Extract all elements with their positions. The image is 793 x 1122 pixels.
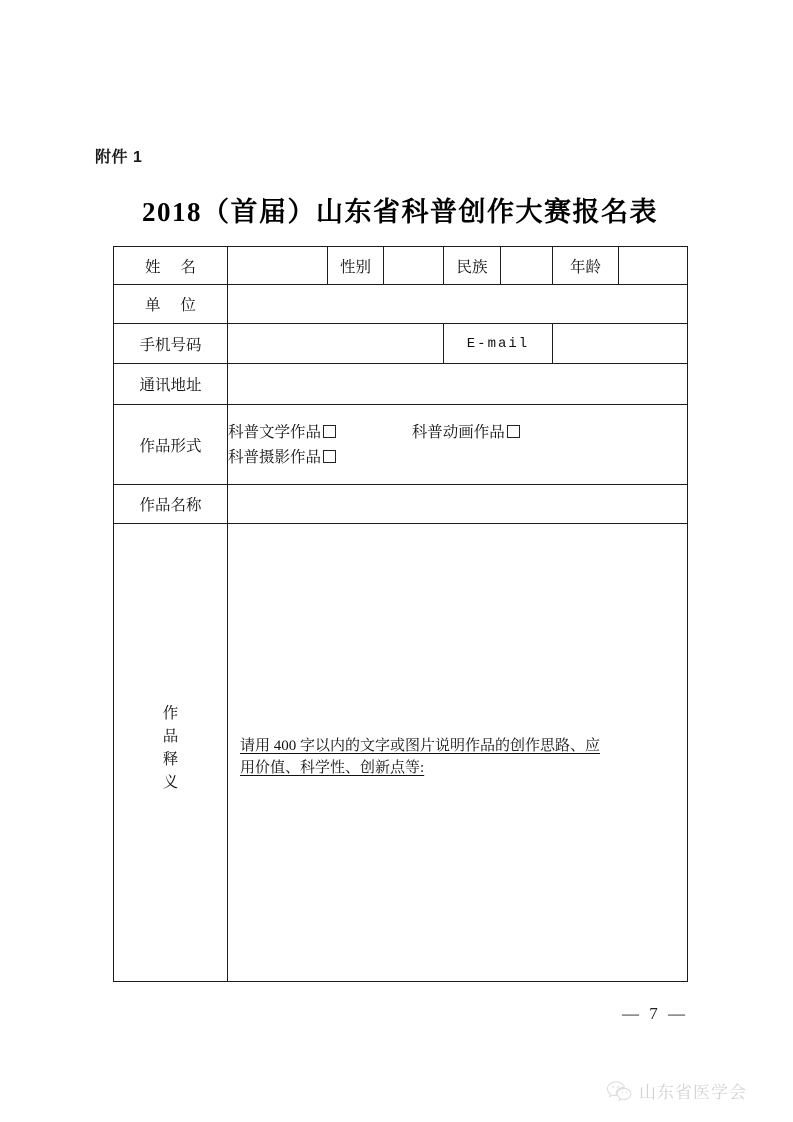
instruction-line-1: 请用 400 字以内的文字或图片说明作品的创作思路、应 xyxy=(240,738,601,754)
watermark-text: 山东省医学会 xyxy=(639,1083,747,1102)
vertical-char-1: 作 xyxy=(162,705,179,722)
label-unit: 单 位 xyxy=(114,285,228,324)
work-form-options xyxy=(228,405,688,485)
field-unit-value[interactable] xyxy=(228,285,688,324)
table-row-unit xyxy=(114,285,688,324)
checkbox-option-literature[interactable] xyxy=(228,420,336,445)
label-phone: 手机号码 xyxy=(114,324,228,364)
page-number: — 7 — xyxy=(622,1004,688,1023)
watermark xyxy=(606,1078,747,1103)
label-work-form: 作品形式 xyxy=(114,405,228,485)
checkbox-option-literature-label: 科普文学作品 xyxy=(228,423,322,441)
field-email-value[interactable] xyxy=(553,324,688,364)
field-work-title-value[interactable] xyxy=(228,485,688,524)
checkbox-box-icon[interactable] xyxy=(507,425,520,438)
table-row-phone xyxy=(114,324,688,364)
wechat-icon xyxy=(606,1080,632,1102)
attachment-label: 附件 1 xyxy=(95,149,143,166)
label-address: 通讯地址 xyxy=(114,364,228,405)
table-row-name xyxy=(114,247,688,285)
table-row-address xyxy=(114,364,688,405)
label-ethnicity: 民族 xyxy=(444,247,501,285)
field-ethnicity-value[interactable] xyxy=(501,247,553,285)
table-row-work-form xyxy=(114,405,688,485)
checkbox-option-animation[interactable] xyxy=(412,420,520,445)
checkbox-box-icon[interactable] xyxy=(323,450,336,463)
work-description-instruction xyxy=(228,726,687,779)
checkbox-option-photography-label: 科普摄影作品 xyxy=(228,448,322,466)
field-phone-value[interactable] xyxy=(228,324,444,364)
label-email: E-mail xyxy=(444,324,553,364)
work-form-options-line-1 xyxy=(228,420,687,445)
checkbox-option-animation-label: 科普动画作品 xyxy=(411,423,505,441)
instruction-line-2: 用价值、科学性、创新点等: xyxy=(240,760,425,776)
label-gender: 性别 xyxy=(328,247,384,285)
table-row-work-description xyxy=(114,524,688,982)
label-age: 年龄 xyxy=(553,247,619,285)
field-name-value[interactable] xyxy=(228,247,328,285)
checkbox-option-photography[interactable] xyxy=(228,445,336,470)
page-title: 2018（首届）山东省科普创作大赛报名表 xyxy=(142,197,658,227)
work-form-options-line-2 xyxy=(228,445,687,470)
field-work-description-value[interactable] xyxy=(228,524,688,982)
checkbox-box-icon[interactable] xyxy=(323,425,336,438)
label-work-description-cell xyxy=(114,524,228,982)
vertical-char-3: 释 xyxy=(162,751,179,768)
field-address-value[interactable] xyxy=(228,364,688,405)
registration-form-table xyxy=(113,246,688,982)
label-work-title: 作品名称 xyxy=(114,485,228,524)
vertical-char-2: 品 xyxy=(162,728,179,745)
table-row-work-title xyxy=(114,485,688,524)
field-age-value[interactable] xyxy=(619,247,688,285)
vertical-char-4: 义 xyxy=(162,774,179,791)
field-gender-value[interactable] xyxy=(384,247,444,285)
label-name: 姓 名 xyxy=(114,247,228,285)
label-work-description xyxy=(114,702,227,794)
